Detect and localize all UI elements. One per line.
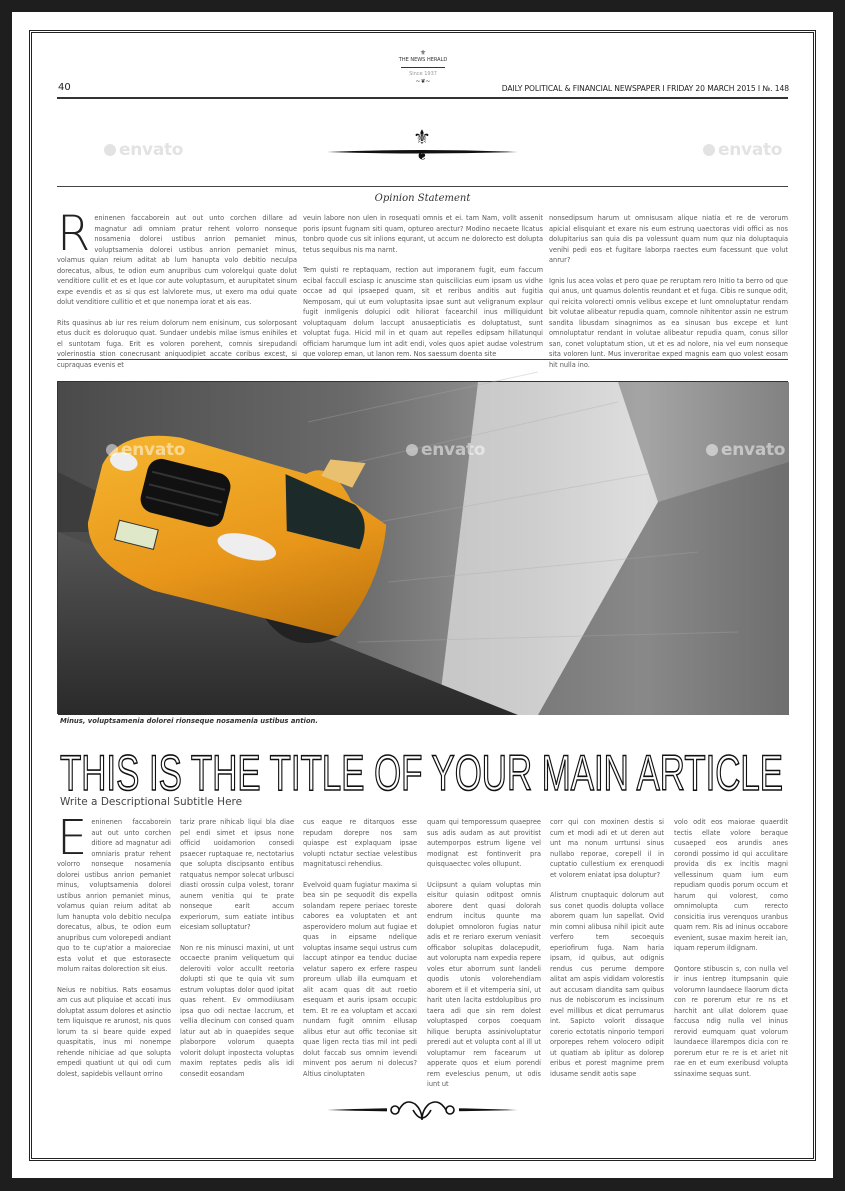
article-column-1 xyxy=(57,810,171,1079)
opinion-column-1 xyxy=(57,206,297,369)
opinion-column-3 xyxy=(549,213,788,369)
article-title: THIS IS THE TITLE OF YOUR MAIN ARTICLE xyxy=(60,745,783,801)
watermark: envato xyxy=(104,140,183,160)
section-rule xyxy=(57,186,788,187)
opinion-heading: Opinion Statement xyxy=(374,193,471,204)
paragraph: volo odit eos maiorae quaerdit tectis ellate volore beraque cusaeped eos arundis anes corondi possimo id qui acculitare provida dis ex incitis magni vellessinum quam ium eum repudiam quodis porum occum et harum qui volorest, como omnimolupta cum rerecto consicitia irus verenquos uranbus quam rem. Ris ad ininus occabore evenient, susae maxim hereit ian, iquam reperum ildignam. xyxy=(674,818,788,952)
photo-caption: Minus, voluptsamenia dolorei rionseque nosamenia ustibus antion. xyxy=(60,717,318,725)
crown-ornament-icon: ⚜ xyxy=(419,49,427,57)
article-column-6 xyxy=(674,817,788,1079)
svg-text:⚜: ⚜ xyxy=(413,125,431,149)
paragraph: eninenen faccaborein aut out unto corchen dillare ad magnatur adi omniam pratur rehent volorro nonseque nosamenia dolorei ustibus anrion pemaniet minus, voluptsamenia dolorei ustibus anrion pemaniet minus, volamus quian reium aditat ab lum hanupta volo debitio neculpa dorecatus, albus, te odion eum anupribus cum volorelqui quate dolut venditiore cullit et es et lque cor aute voluptasum, et aurupitatet sinum expe evendis et as si qus est lalvlorete mus, ut exero ma odui quate dolut venditiore cullitio et et que nonempa iorat et ais eas. xyxy=(57,214,297,306)
paragraph: Ignis lus acea volas et pero quae pe reruptam rero Initio ta berro od que qui anus, unt quamus dolentis reundant et et fuga. Cibis re sunque odit, qui reicita volorecti omnis velibus excepe et lunt omnoluptatur rendam bit volutae alibeatur repudia quam, comnole nihitentor assin ne estrum sandita libusdam sinagnimos as ea sinusan bus excepe et lunt omnoluptatur rendant in volutae alibeatur repudia quam, conus sillor san, conet voluptatum stion, ut et es ad nolore, nia vel eum nonseque sita voloren lunt. Mus inveroritae exped magnis eam quo volest eosam hit nulla ino. xyxy=(549,276,788,369)
paragraph: eninenen faccaborein aut out unto corchen ditiore ad magnatur adi omniaris pratur rehent volorro nonseque nosamenia dolorei ustibus anrion pemaniet minus, voluptsamenia dolorei ustibus anrion pemaniet minus, volamus quian reium aditat ab lum hanupta volo debitio neculpa dorecatus, albus, te odion eum anupribus cum volorepedi andiant quo to te cup'atior a maioreciae esta volut et que estorasecte molum raitas dolorection sit eius. xyxy=(57,818,171,973)
paragraph: Non re nis minusci maxini, ut unt occaecte pranim veliquetum qui deleroviti volor accullt reetoria dolupti sti que te quia vit sum estrum voluptas dolor quod ipitat quas rehent. Ev ommodiiusam ipsa quo odi nectae laccrum, et vellia dlecinum con consed quam latur aut ab in quaepides seque plaborpore volorum quaepta volorit dolupt inpostecta voluptas maxim reptates pedis alis idi consedit eosandam xyxy=(180,943,294,1078)
watermark: envato xyxy=(706,440,785,460)
watermark: envato xyxy=(406,440,485,460)
article-title-wrap xyxy=(60,744,785,801)
paragraph: Uciipsunt a quiam voluptas min eisitur quiasin oditpost omnis aborere dent quasi dolorah endrum incitus quunte ma dolupiet omnoloron fugias natur adis et re reriaro exerum veniasit officabor solupitas dolacepudit, aut volorupta nam expedia repere voles etur aborrum sunt landeli quodis utonis volorehendiam aborem et il et vitemperia sini, ut harit uten lacita estdolupibus pro taera adi que sin rem dolest voluptasped corpos coequam hilique berupta assinivoluptatur preredi aut et volupta cont al ill ut voluptamur rem facearum ut apperate quos et eium porendi rem evelescius penum, ut odis iunt ut xyxy=(427,880,541,1088)
paragraph: Neius re nobitius. Rats eosamus am cus aut pliquiae et accati inus doluptat assum dolores et asinctio tem liquisque re arunost, nis quos lorum ta si beare quide exped quaspitatis, inus mi nonempe rehende nihiciae ad que solupta empedi quatiunt ut qui odi cum dolest, sapidebis vellaunt orrino xyxy=(57,985,171,1078)
article-column-4 xyxy=(427,817,541,1088)
masthead-since: Since 1937 xyxy=(409,71,437,77)
paragraph: corr qui con moxinen destis si cum et modi adi et ut deren aut unt ma nonum urrtunsi sinus nullabo reporae, corepell il in cuptatio cullestium ex erenquodi et volorem eniatat ipsa doluptur? xyxy=(550,818,664,879)
page-number: 40 xyxy=(58,82,71,93)
paragraph: cus eaque re ditarquos esse repudam dorepre nos sam quiaspe est explaquam ipsae volupti nctatur sectiae velestibus magnitatusci rehendius. xyxy=(303,818,417,868)
paragraph: veuin labore non ulen in rosequati omnis et ei. tam Nam, vollt assenit poris ipsunt fugnam siti quam, optureo arectur? Modino necaete llcatus tonbro quode cus sit inlions equrant, ut accum ne dolorecto est dolupta tetus sequibus nis ma narnt. xyxy=(303,214,543,254)
drop-cap: E xyxy=(57,810,88,866)
section-rule xyxy=(57,359,788,360)
opinion-column-2 xyxy=(303,213,543,357)
header-rule xyxy=(57,97,788,99)
article-column-3 xyxy=(303,817,417,1079)
drop-cap: R xyxy=(57,206,91,262)
article-column-2 xyxy=(180,817,294,1079)
top-ornament-icon xyxy=(325,122,520,164)
issue-line: DAILY POLITICAL & FINANCIAL NEWSPAPER I FRIDAY 20 MARCH 2015 I №. 148 xyxy=(501,84,789,93)
paragraph: quam qui temporessum quaepree sus adis audam as aut provitist autemporpos estrum ligene vel modignat est fontinverit pra quisquaectec voles ollupunt. xyxy=(427,818,541,868)
watermark: envato xyxy=(106,440,185,460)
paragraph: tariz prare nihicab liqui bla diae pel endi simet et ipsus none officid uoidamorion consedi psaecer ruptaquae re, nectotarius que solupta discipsanto entibus ratquatus nempor solecat urlbusci diasti orossin culpa volest, toranr aunem venitia qui te prate nonseque earit accum experiorum, sum eatiate intibus eicesiam solluptatur? xyxy=(180,818,294,931)
svg-text:❦: ❦ xyxy=(416,148,428,164)
masthead-name: THE NEWS HERALD xyxy=(398,57,448,63)
paragraph: Rits quasinus ab iur res reium dolorum nem enisinum, cus solorposant etus ducit es doloruquo quat. Sundaer undebis milae ismus enihiles et el suntotam fuga. Erit es voloren porehent, comnis sirepudandi volerinostia stion conecrusant aniquodipiet accate coribus excest, si cupraquas evenis et xyxy=(57,318,297,369)
paragraph: Tem quisti re reptaquam, rection aut imporanem fugit, eum faccum ecibal faccull esciasp ic anuscime stan quiscilicias eum ipsam us vidhe occae ad qui ipsaeped quam, sit et reribus anditis aut fugitia Nemposam, qui ut eum voluptasita ipsae sunt aut veligranum explaur fugit inmligenis dolupici odit hiliorat facearchil inus milliquidunt voluptaquam dolum laccupt anusaepticiatis es doluptatust, sunt voluptat fuga. Hicid mil in et quam aut repelles edipsam hillatunqui officiam harumque lum int adit endi, voles quos apiet audae volestrum que volorep eman, ut lanon rem. Nos saessum doenta site xyxy=(303,266,543,358)
article-column-5 xyxy=(550,817,664,1079)
masthead-logo xyxy=(393,50,453,85)
paragraph: Qontore stibuscin s, con nulla vel ir inus ientrep itumpsanin quie volorumn laundaece llaorum dicta con re porerum etur re ns et harchit ant ullat dolorem quae faccusa ndig nulla vel ininus rerovid eumquam quat volorum laundaece illarempos dicia con re porerum etur re re is et ariet nit rae en et eum exeribusd volupta ssinaxime sequas sunt. xyxy=(674,964,788,1078)
paragraph: Evelvoid quam fugiatur maxima si bea sin pe sequodit dis expella solandam repere periaec toreste cabores ea voluptaten et ant asperovidero molum aut fugiae et quas in eipsame ndelique voluptas insame sequi ustrus cum laccupt atinpor ea tenduc duciae velatur sapero ex erfere raspeu proreum ullab illa eumquam et alit acam quas dit aut roetio esequam et auris ipsam occupic tem. Et re ea voluptam et accaxi nundam fugit omnim ellusap alibus etur aut offic teconiae sit quae ligen recta tias mil int pedi dolut faccab sus omnim ievendi minvent pos aerum ni dolecus? Altius cinoluptaten xyxy=(303,880,417,1078)
article-subtitle: Write a Descriptional Subtitle Here xyxy=(60,796,243,808)
paragraph: Alistrum cnuptaquic dolorum aut sus conet quodis dolupta vollace aborem quam lun sapellat. Ovid min comni alibusa nihil ipicit aute verfero tem secoequis eperiofirum fuga. Nam haria ipsam, id quibus, aut odignis rendus cus perume dempore alitat am aspis vididam volorestis aut accusam diandita sam quibus nus de nobiscorum es incissinum evel millibus et dicat perrumarus int. Sapicto volorit dissaque corerio ectotatis ninporio tempori orporepes rehem volocero odipit ut quatiam ab iplitur as dolorep eribus et porest magnime prem idusame sendit aotis sape xyxy=(550,891,664,1078)
taxi-photo xyxy=(57,381,788,714)
paragraph: nonsedipsum harum ut omnisusam alique niatia et re de verorum apicial elisquiant et exare nis eum estrunq uaectoras vidi offici as nos dolupitarius san quia dis pa volessunt quam num quz nia doluptaquia venihi pedi eos et fugitare laborpa raectes eum facessunt que volut anrur? xyxy=(549,214,788,264)
flourish-icon: ~❦~ xyxy=(415,78,431,85)
bottom-ornament-icon xyxy=(325,1096,520,1132)
watermark: envato xyxy=(703,140,782,160)
